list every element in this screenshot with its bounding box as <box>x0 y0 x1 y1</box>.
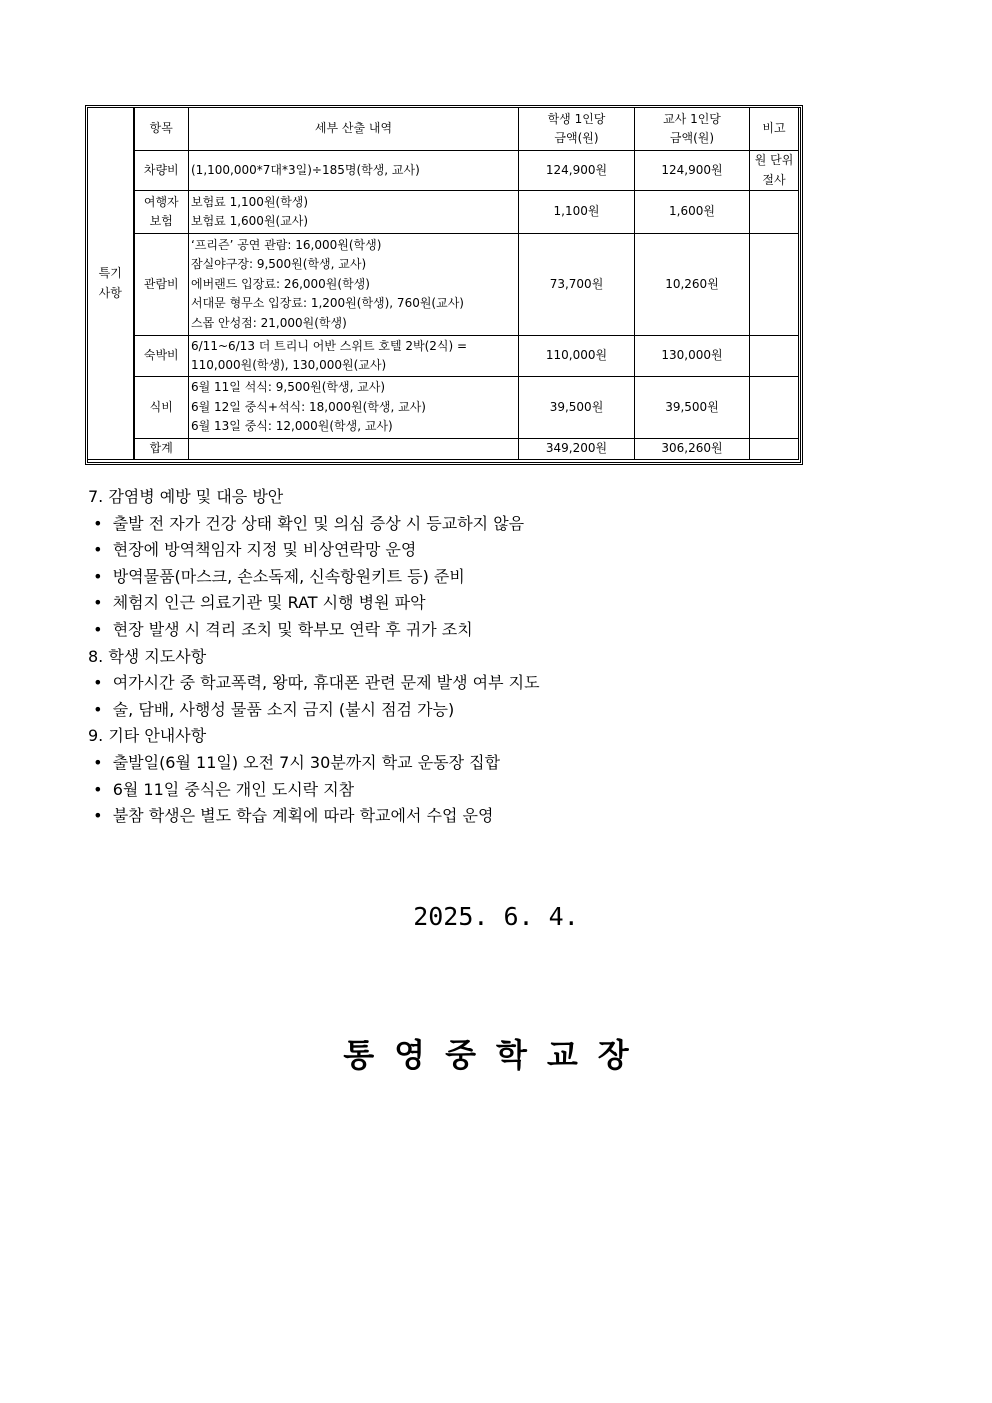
row-student-amount: 124,900원 <box>519 151 635 191</box>
section-heading: 9. 기타 안내사항 <box>88 726 207 746</box>
header-item: 항목 <box>134 108 189 151</box>
header-teacher <box>635 108 750 151</box>
row-item <box>134 151 189 191</box>
notice-list <box>88 484 540 830</box>
header-student <box>519 108 635 151</box>
row-teacher-amount: 130,000원 <box>635 336 750 377</box>
table-row <box>88 377 799 439</box>
row-item-line: 숙박비 <box>143 348 179 363</box>
row-note <box>750 234 799 336</box>
total-teacher: 306,260원 <box>635 439 750 460</box>
row-note <box>750 336 799 377</box>
bullet-item: • 체험지 인근 의료기관 및 RAT 시행 병원 파악 <box>88 593 426 613</box>
header-note: 비고 <box>750 108 799 151</box>
row-teacher-amount: 39,500원 <box>635 377 750 439</box>
table-row <box>88 151 799 191</box>
total-student: 349,200원 <box>519 439 635 460</box>
bullet-item: • 여가시간 중 학교폭력, 왕따, 휴대폰 관련 문제 발생 여부 지도 <box>88 673 540 693</box>
row-detail <box>189 234 519 336</box>
row-detail <box>189 151 519 191</box>
row-detail-line: 6월 12일 중식+석식: 18,000원(학생, 교사) <box>191 399 426 414</box>
row-detail <box>189 336 519 377</box>
bullet-item: • 방역물품(마스크, 손소독제, 신속항원키트 등) 준비 <box>88 566 465 586</box>
row-item-line: 차량비 <box>143 162 179 177</box>
header-teacher-line: 금액(원) <box>669 131 715 145</box>
row-detail-line: ‘프리즌’ 공연 관람: 16,000원(학생) <box>191 237 382 252</box>
row-detail-line: 보험료 1,600원(교사) <box>191 214 309 228</box>
row-item <box>134 377 189 439</box>
row-detail-line: 6월 11일 석식: 9,500원(학생, 교사) <box>191 380 386 395</box>
total-label: 합계 <box>134 439 189 460</box>
row-detail-line: 잠실야구장: 9,500원(학생, 교사) <box>191 257 367 272</box>
bullet-item: • 6월 11일 중식은 개인 도시락 지참 <box>88 779 355 799</box>
row-detail-line: 6/11~6/13 더 트리니 어반 스위트 호텔 2박(2식) = <box>191 338 468 353</box>
side-label-line: 사항 <box>98 285 122 300</box>
row-detail <box>189 191 519 234</box>
section-heading: 7. 감염병 예방 및 대응 방안 <box>88 487 284 506</box>
header-detail: 세부 산출 내역 <box>189 108 519 151</box>
row-item <box>134 336 189 377</box>
header-student-line: 학생 1인당 <box>547 111 606 126</box>
side-label <box>88 108 134 460</box>
table-header-row <box>88 108 799 151</box>
row-teacher-amount: 124,900원 <box>635 151 750 191</box>
table-row <box>88 336 799 377</box>
row-detail-line: 스몹 안성점: 21,000원(학생) <box>191 315 347 330</box>
total-row <box>88 439 799 460</box>
row-detail-line: (1,100,000*7대*3일)÷185명(학생, 교사) <box>191 162 420 177</box>
bullet-item: • 출발 전 자가 건강 상태 확인 및 의심 증상 시 등교하지 않음 <box>88 513 525 533</box>
row-detail <box>189 377 519 439</box>
bullet-item: • 현장 발생 시 격리 조치 및 학부모 연락 후 귀가 조치 <box>88 619 473 639</box>
row-item-line: 보험 <box>149 214 173 228</box>
header-teacher-line: 교사 1인당 <box>663 111 721 126</box>
row-detail-line: 에버랜드 입장료: 26,000원(학생) <box>191 276 370 291</box>
row-detail-line: 110,000원(학생), 130,000원(교사) <box>191 358 387 372</box>
row-note <box>750 377 799 439</box>
row-note <box>750 151 799 191</box>
bullet-item: • 현장에 방역책임자 지정 및 비상연락망 운영 <box>88 540 417 560</box>
row-item <box>134 191 189 234</box>
row-detail-line: 보험료 1,100원(학생) <box>191 194 309 209</box>
table-row <box>88 234 799 336</box>
row-detail-line: 6월 13일 중식: 12,000원(학생, 교사) <box>191 419 393 434</box>
row-item-line: 관람비 <box>143 276 179 291</box>
bullet-item: • 불참 학생은 별도 학습 계획에 따라 학교에서 수업 운영 <box>88 806 494 826</box>
cost-table <box>87 107 799 460</box>
school-principal: 통영중학교장 <box>343 1036 649 1074</box>
row-student-amount: 73,700원 <box>519 234 635 336</box>
row-note-line: 원 단위 <box>754 153 794 167</box>
section-heading: 8. 학생 지도사항 <box>88 646 207 666</box>
side-label-line: 특기 <box>98 266 122 280</box>
row-teacher-amount: 10,260원 <box>635 234 750 336</box>
row-item-line: 식비 <box>149 399 173 414</box>
row-note <box>750 191 799 234</box>
total-detail <box>189 439 519 460</box>
total-note <box>750 439 799 460</box>
bullet-item: • 출발일(6월 11일) 오전 7시 30분까지 학교 운동장 집합 <box>88 752 501 772</box>
bullet-item: • 술, 담배, 사행성 물품 소지 금지 (불시 점검 가능) <box>88 699 455 719</box>
row-item <box>134 234 189 336</box>
document-date: 2025. 6. 4. <box>413 902 579 931</box>
row-student-amount: 110,000원 <box>519 336 635 377</box>
row-item-line: 여행자 <box>143 194 179 209</box>
row-student-amount: 39,500원 <box>519 377 635 439</box>
row-detail-line: 서대문 형무소 입장료: 1,200원(학생), 760원(교사) <box>191 296 464 311</box>
row-note-line: 절사 <box>762 172 786 187</box>
row-student-amount: 1,100원 <box>519 191 635 234</box>
row-teacher-amount: 1,600원 <box>635 191 750 234</box>
header-student-line: 금액(원) <box>554 131 599 145</box>
table-row <box>88 191 799 234</box>
